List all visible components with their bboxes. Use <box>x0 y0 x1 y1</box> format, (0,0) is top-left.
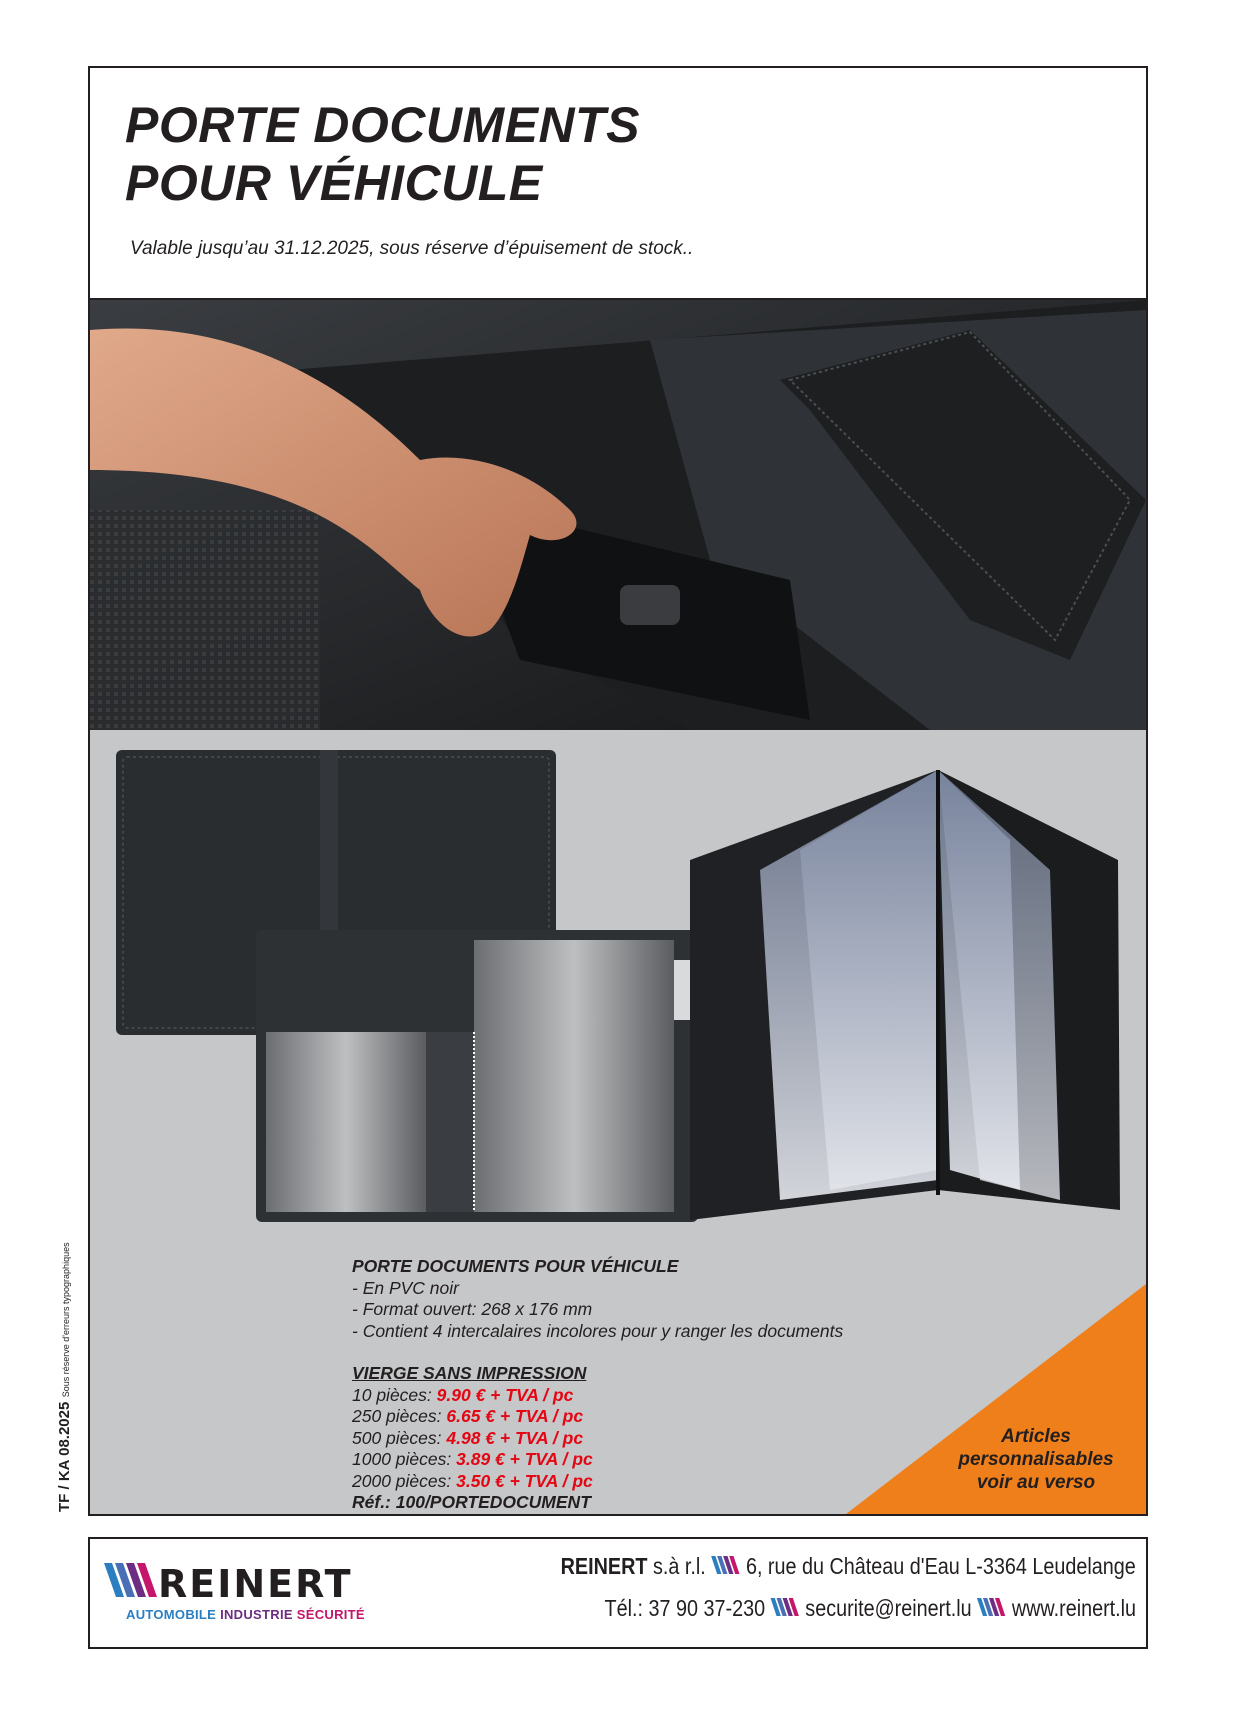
logo-stripes-icon <box>104 1563 157 1597</box>
page-title <box>125 96 640 212</box>
email-link[interactable]: securite@reinert.lu <box>805 1595 972 1621</box>
validity-note: Valable jusqu’au 31.12.2025, sous réserve d’épuisement de stock.. <box>130 238 694 259</box>
price-qty: 500 pièces: <box>352 1427 442 1448</box>
price-row <box>352 1428 843 1450</box>
stripes-separator-icon <box>977 1598 1006 1616</box>
price-row <box>352 1449 843 1471</box>
company-name: REINERT <box>560 1553 648 1579</box>
standing-folder-image <box>690 770 1120 1220</box>
pricing-heading: VIERGE SANS IMPRESSION <box>352 1363 587 1383</box>
price-qty: 1000 pièces: <box>352 1449 452 1469</box>
price-value: 9.90 € + TVA / pc <box>436 1384 574 1405</box>
price-row <box>352 1471 843 1493</box>
typo-disclaimer: Sous réserve d'erreurs typographiques <box>61 1242 71 1398</box>
product-heading: PORTE DOCUMENTS POUR VÉHICULE <box>352 1256 679 1276</box>
feature-item: - Contient 4 intercalaires incolores pour y ranger les documents <box>352 1320 844 1341</box>
price-row <box>352 1385 843 1407</box>
footer-address-line <box>561 1553 1136 1580</box>
document-code: TF / KA 08.2025 <box>56 1401 73 1512</box>
product-reference: Réf.: 100/PORTEDOCUMENT <box>352 1492 591 1512</box>
title-line-2: POUR VÉHICULE <box>125 155 543 211</box>
open-folder-image <box>256 930 698 1222</box>
price-value: 3.89 € + TVA / pc <box>456 1449 593 1469</box>
title-line-1: PORTE DOCUMENTS <box>125 97 640 153</box>
hero-photo <box>90 298 1146 732</box>
company-suffix: s.à r.l. <box>653 1553 706 1579</box>
price-value: 3.50 € + TVA / pc <box>456 1470 593 1491</box>
phone-number: Tél.: 37 90 37-230 <box>604 1595 766 1621</box>
logo-tagline <box>126 1607 365 1622</box>
price-row <box>352 1406 843 1428</box>
promo-line-2: personnalisables <box>958 1449 1114 1470</box>
website-link[interactable]: www.reinert.lu <box>1011 1595 1136 1621</box>
company-address: 6, rue du Château d'Eau L-3364 Leudelange <box>746 1553 1136 1579</box>
price-qty: 250 pièces: <box>352 1406 442 1426</box>
product-description <box>352 1256 843 1514</box>
promo-line-3: voir au verso <box>976 1472 1096 1493</box>
footer-contact-line <box>604 1595 1136 1622</box>
logo-tag-securite: SÉCURITÉ <box>296 1607 365 1622</box>
price-qty: 10 pièces: <box>352 1384 432 1405</box>
logo-tag-industrie: INDUSTRIE <box>220 1607 293 1622</box>
hero-photo-illustration <box>90 300 1146 730</box>
feature-item: - En PVC noir <box>352 1277 459 1298</box>
stripes-separator-icon <box>771 1598 800 1616</box>
feature-item: - Format ouvert: 268 x 176 mm <box>352 1299 593 1319</box>
stripes-separator-icon <box>711 1556 740 1574</box>
price-value: 6.65 € + TVA / pc <box>446 1406 584 1426</box>
side-note <box>56 1242 74 1512</box>
logo-wordmark: REINERT <box>158 1562 353 1606</box>
logo-tag-automobile: AUTOMOBILE <box>126 1607 217 1622</box>
footer <box>88 1537 1148 1649</box>
price-value: 4.98 € + TVA / pc <box>446 1427 584 1448</box>
price-qty: 2000 pièces: <box>352 1470 452 1491</box>
promo-text <box>936 1425 1136 1494</box>
promo-line-1: Articles <box>1001 1426 1071 1447</box>
